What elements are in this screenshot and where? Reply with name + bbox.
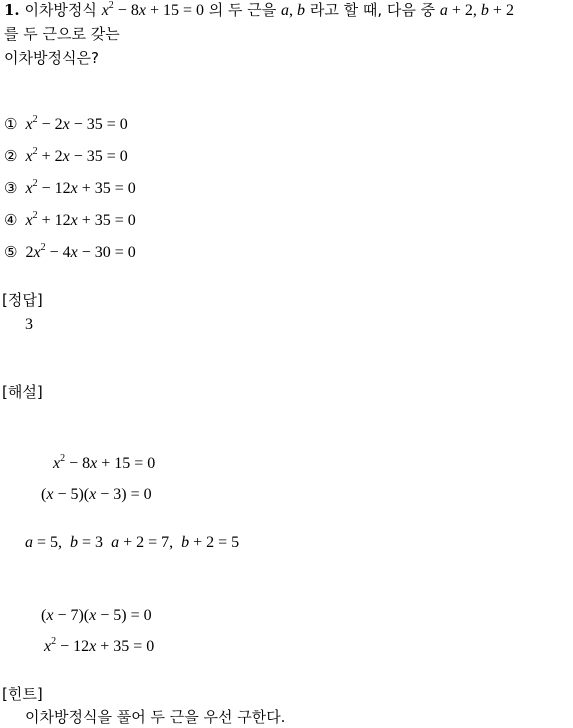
choice-3[interactable]	[4, 178, 136, 199]
choice-5[interactable]	[4, 242, 136, 263]
choice-equation: $x^2 - 2x - 35 = 0$	[25, 113, 128, 133]
choice-mark: ①	[4, 115, 18, 133]
choice-1[interactable]	[4, 114, 128, 135]
choice-mark: ④	[4, 211, 18, 229]
question-line-1	[4, 0, 514, 21]
explanation-roots: a = 5, b = 3 a + 2 = 7, b + 2 = 5	[25, 534, 240, 551]
explanation-equation-1: $x^2 - 8x + 15 = 0$	[53, 452, 156, 472]
explanation-label: [해설]	[2, 383, 43, 401]
question-text-part1: 이차방정식	[24, 1, 97, 19]
choice-mark: ⑤	[4, 243, 18, 261]
question-text-part3: 라고 할 때, 다음 중	[309, 1, 436, 19]
hint-text: 이차방정식을 풀어 두 근을 우선 구한다.	[25, 708, 286, 726]
explanation-equation-3: (x − 7)(x − 5) = 0	[41, 607, 152, 624]
question-text-part2: 의 두 근을	[208, 1, 277, 19]
explanation-equation-4: $x^2 - 12x + 35 = 0$	[44, 635, 155, 655]
question-line-2: 를 두 근으로 갖는	[4, 25, 120, 43]
choice-equation: $x^2 + 12x + 35 = 0$	[25, 209, 136, 229]
choice-equation: $2x^2 - 4x - 30 = 0$	[25, 241, 136, 261]
choice-equation: $x^2 + 2x - 35 = 0$	[25, 145, 128, 165]
choice-mark: ③	[4, 179, 18, 197]
choice-mark: ②	[4, 147, 18, 165]
question-number: 1.	[4, 1, 20, 19]
answer-label: [정답]	[2, 291, 43, 309]
choice-2[interactable]	[4, 146, 128, 167]
question-equation: $x^2 - 8x + 15 = 0$	[101, 0, 204, 19]
choice-equation: $x^2 - 12x + 35 = 0$	[25, 177, 136, 197]
choice-4[interactable]	[4, 210, 136, 231]
hint-label: [힌트]	[2, 685, 43, 703]
question-line-3: 이차방정식은?	[4, 49, 99, 67]
question-new-roots: a + 2, b + 2	[439, 2, 514, 19]
explanation-equation-2: (x − 5)(x − 3) = 0	[41, 486, 152, 503]
question-roots: a, b	[281, 2, 306, 19]
answer-value: 3	[25, 316, 33, 333]
